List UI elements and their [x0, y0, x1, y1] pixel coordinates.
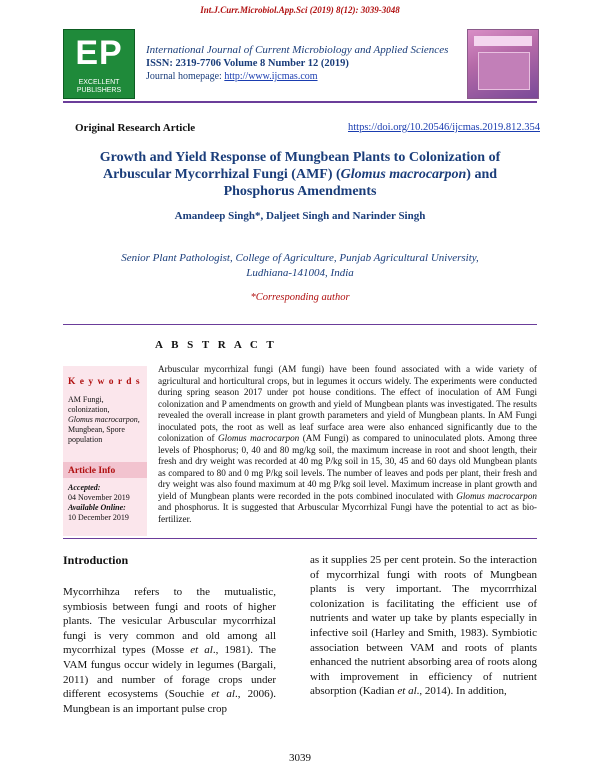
available-date: 10 December 2019	[68, 513, 129, 522]
keywords-list	[68, 395, 144, 445]
journal-name: International Journal of Current Microbiology and Applied Sciences	[146, 44, 449, 56]
header-divider	[63, 101, 537, 103]
keywords-heading: K e y w o r d s	[68, 377, 141, 387]
keyword: Mungbean, Spore population	[68, 425, 125, 444]
introduction-heading: Introduction	[63, 553, 129, 567]
homepage-line: Journal homepage: http://www.ijcmas.com	[146, 71, 318, 82]
keyword: AM Fungi,	[68, 395, 104, 404]
journal-cover-image	[467, 29, 539, 99]
body-column-left: Mycorrhihza refers to the mutualistic, symbiosis between fungi and roots of higher plants. The vesicular Arbuscular mycorrhizal fungi is very common and old among all mycorrhizal types (Mosse et al., 1981). The VAM fungus occur widely in legumes (Bargali, 2011) and number of forage crops under different ecosystems (Souchie et al., 2006). Mungbean is an important pulse crop	[63, 586, 276, 715]
logo-letters: EP	[75, 34, 123, 72]
accepted-label: Accepted:	[68, 483, 101, 492]
body-column-right: as it supplies 25 per cent protein. So the interaction of mycorrhizal fungi with roots of Mungbean plants is very important. The mycorrrhizal colonization is facilitating the efficient use of nutrients and water up take by plants especially in infective soil (Harley and Smith, 1983). Symbiotic association between VAM and roots of plants enhanced the nutrient absorbing area of roots along with improvement in efficiency of nutrient absorption (Kadian et al., 2014). In addition,	[310, 554, 537, 698]
abstract-text: Arbuscular mycorrhizal fungi (AM fungi) have been found associated with a wide variety of agricultural and horticultural crops, but in legumes it occurs widely. The experiments were conducted during spring season 2017 under pot house conditions. The effect of inoculation of AM Fungi colonization and P amendments on growth and yield of Mungbean plants was investigated. The results revealed the overall increase in plant growth parameters and yield of Mungbean plants. In AM Fungi inoculated pots, the root as well as leaf surface area were also enhanced significantly due to the colonization of Glomus macrocarpon (AM Fungi) as compared to uninoculated plots. Among three levels of Phosphorus; 0, 40 and 80 mg/kg soil, the maximum increase in root and shoot length, their fresh and dry weight was recorded at 40 mg P/kg soil in 15, 30, 45 and 60 days old Mungbean plants as compared to 80 and 0 mg P/kg soil levels. The number of leaves and pods per plant, their fresh and dry weight was also found maximum at 40 mg P/kg soil level. Maximum increase in plant growth and yield of Mungbean plants were recorded in the pots combined inoculated with Glomus macrocarpon and phosphorus. It is suggested that Arbuscular Mycorrhizal Fungi have the potential to act as bio-fertilizer.	[158, 364, 538, 524]
abstract-bottom-divider	[63, 538, 537, 539]
article-info	[68, 483, 144, 523]
article-info-heading: Article Info	[68, 466, 116, 476]
running-head: Int.J.Curr.Microbiol.App.Sci (2019) 8(12): 3039-3048	[200, 5, 400, 15]
affiliation: Senior Plant Pathologist, College of Agriculture, Punjab Agricultural University, Ludhiana-141004, India	[121, 252, 479, 279]
abstract-top-divider	[63, 324, 537, 325]
article-type: Original Research Article	[75, 122, 196, 134]
publisher-logo	[63, 29, 135, 99]
doi-link[interactable]: https://doi.org/10.20546/ijcmas.2019.812.354	[347, 122, 540, 133]
authors: Amandeep Singh*, Daljeet Singh and Narinder Singh	[174, 210, 426, 222]
issn-line: ISSN: 2319-7706 Volume 8 Number 12 (2019)	[146, 58, 349, 69]
corresponding-author: *Corresponding author	[250, 292, 350, 303]
abstract-heading: A B S T R A C T	[155, 339, 277, 351]
homepage-link[interactable]: http://www.ijcmas.com	[224, 71, 318, 82]
logo-publisher-text: EXCELLENT PUBLISHERS	[76, 79, 122, 94]
article-title: Growth and Yield Response of Mungbean Plants to Colonization of Arbuscular Mycorrhizal Fungi (AMF) (Glomus macrocarpon) and Phosphorus Amendments	[99, 150, 501, 199]
keyword: Glomus macrocarpon,	[68, 415, 140, 424]
page-number: 3039	[289, 752, 311, 764]
accepted-date: 04 November 2019	[68, 493, 130, 502]
keyword: colonization,	[68, 405, 110, 414]
available-label: Available Online:	[68, 503, 126, 512]
